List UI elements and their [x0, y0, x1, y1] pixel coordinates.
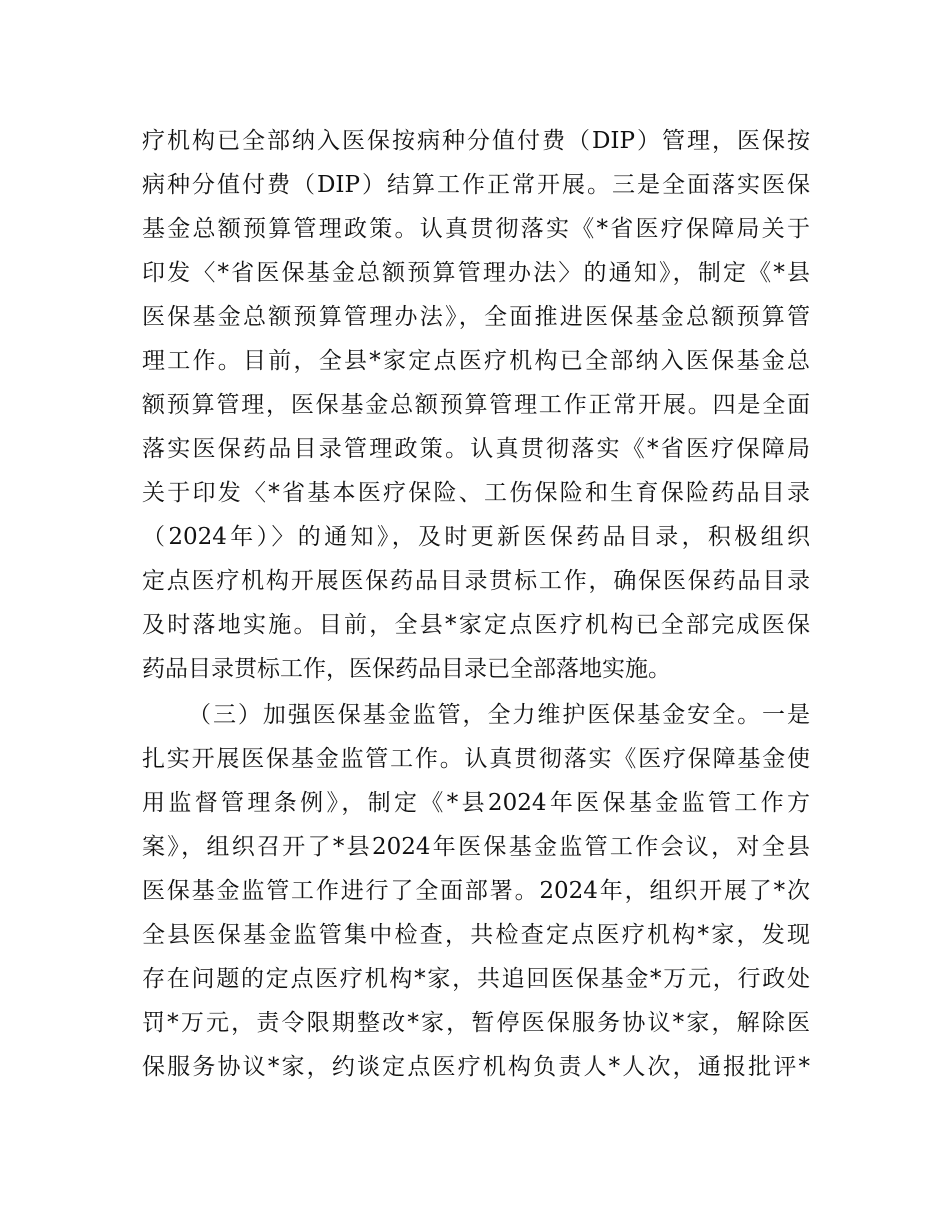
text-line: 落实医保药品目录管理政策。认真贯彻落实《*省医疗保障局 [142, 436, 810, 462]
text-line: 用监督管理条例》，制定《*县2024年医保基金监管工作方 [142, 790, 810, 816]
text-line: 疗机构已全部纳入医保按病种分值付费（DIP）管理，医保按 [142, 128, 810, 154]
section-heading-line: （三）加强医保基金监管，全力维护医保基金安全。一是 [188, 702, 810, 728]
text-line: 及时落地实施。目前，全县*家定点医疗机构已全部完成医保 [142, 612, 810, 638]
text-line: 存在问题的定点医疗机构*家，共追回医保基金*万元，行政处 [142, 966, 811, 992]
text-line: 案》，组织召开了*县2024年医保基金监管工作会议，对全县 [142, 834, 810, 860]
text-line: 医保基金监管工作进行了全面部署。2024年，组织开展了*次 [142, 878, 810, 904]
text-line: 药品目录贯标工作，医保药品目录已全部落地实施。 [142, 656, 671, 682]
text-line: 保服务协议*家，约谈定点医疗机构负责人*人次，通报批评* [142, 1054, 810, 1080]
text-line: 病种分值付费（DIP）结算工作正常开展。三是全面落实医保 [142, 172, 810, 198]
text-line: 印发〈*省医保基金总额预算管理办法〉的通知》，制定《*县 [142, 260, 811, 286]
text-line: 扎实开展医保基金监管工作。认真贯彻落实《医疗保障基金使 [142, 746, 810, 772]
text-line: 罚*万元，责令限期整改*家，暂停医保服务协议*家，解除医 [142, 1010, 810, 1036]
text-line: 关于印发〈*省基本医疗保险、工伤保险和生育保险药品目录 [142, 480, 810, 506]
text-line: 全县医保基金监管集中检查，共检查定点医疗机构*家，发现 [142, 922, 810, 948]
text-line: 理工作。目前，全县*家定点医疗机构已全部纳入医保基金总 [142, 348, 810, 374]
text-line: （2024年）〉的通知》，及时更新医保药品目录，积极组织 [142, 524, 810, 550]
text-line: 基金总额预算管理政策。认真贯彻落实《*省医疗保障局关于 [142, 216, 810, 242]
text-line: 定点医疗机构开展医保药品目录贯标工作，确保医保药品目录 [142, 568, 810, 594]
text-line: 医保基金总额预算管理办法》，全面推进医保基金总额预算管 [142, 304, 810, 330]
text-line: 额预算管理，医保基金总额预算管理工作正常开展。四是全面 [142, 392, 810, 418]
